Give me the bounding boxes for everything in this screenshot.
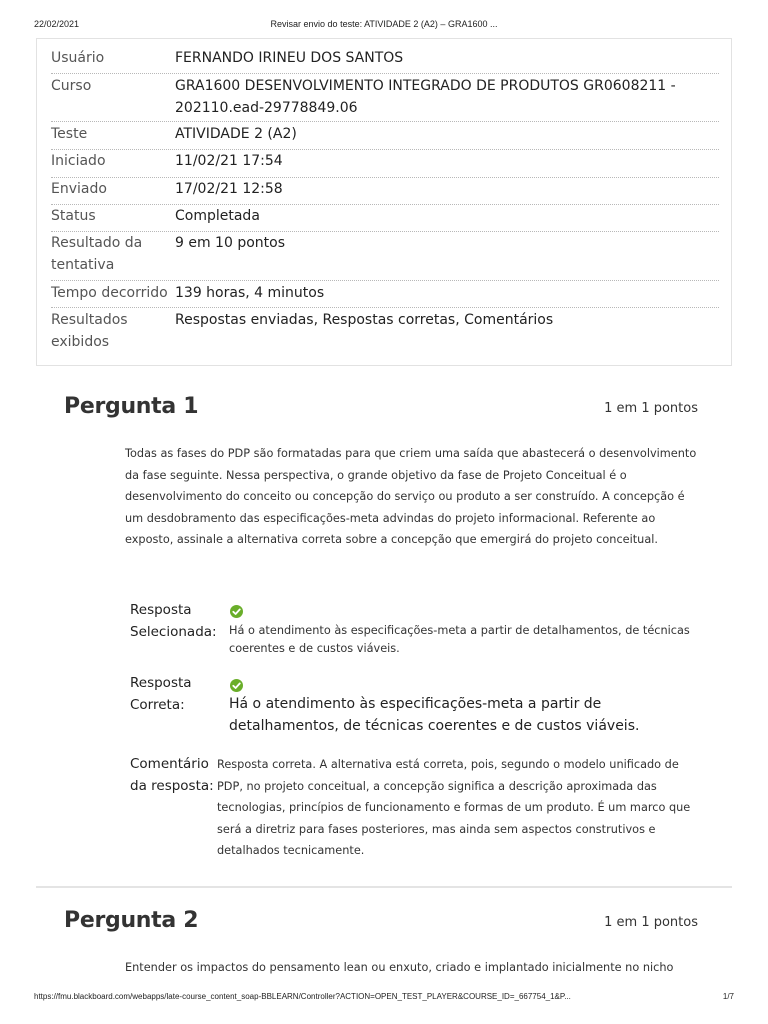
print-date: 22/02/2021 <box>34 19 80 29</box>
info-row-submitted <box>51 178 719 205</box>
info-label: Iniciado <box>51 153 106 169</box>
info-value: GRA1600 DESENVOLVIMENTO INTEGRADO DE PRODUTOS GR0608211 - 202110.ead-29778849.06 <box>175 78 676 116</box>
info-value: Respostas enviadas, Respostas corretas, Comentários <box>175 312 554 328</box>
info-label: Usuário <box>51 50 105 66</box>
selected-answer-label: Resposta Selecionada: <box>130 602 217 640</box>
info-value: Completada <box>175 208 260 224</box>
question-2-text: Entender os impactos do pensamento lean ou enxuto, criado e implantado inicialmente no nicho <box>125 961 674 974</box>
info-label: Resultados exibidos <box>51 312 128 350</box>
question-divider <box>36 886 732 888</box>
info-label: Enviado <box>51 181 107 197</box>
info-row-elapsed <box>51 282 719 308</box>
info-value: FERNANDO IRINEU DOS SANTOS <box>175 50 404 66</box>
print-url: https://fmu.blackboard.com/webapps/late-course_content_soap-BBLEARN/Controller?ACTION=OPEN_TEST_PLAYER&COURSE_ID=_667754_1&P... <box>34 992 571 1001</box>
selected-answer-text: Há o atendimento às especificações-meta a partir de detalhamentos, de técnicas coerentes e de custos viáveis. <box>229 624 690 655</box>
correct-answer-label: Resposta Correta: <box>130 675 192 713</box>
info-value: ATIVIDADE 2 (A2) <box>175 126 297 142</box>
answer-comment-label: Comentário da resposta: <box>130 756 214 794</box>
info-label: Status <box>51 208 96 224</box>
question-1-title: Pergunta 1 <box>64 394 199 419</box>
question-1-points: 1 em 1 pontos <box>604 401 698 416</box>
print-header <box>0 0 768 30</box>
info-row-course <box>51 75 719 122</box>
info-row-result <box>51 232 719 281</box>
info-row-results-shown <box>51 309 719 357</box>
info-label: Tempo decorrido <box>51 285 168 301</box>
info-row-test <box>51 123 719 150</box>
question-2-points: 1 em 1 pontos <box>604 915 698 930</box>
info-label: Resultado da tentativa <box>51 235 143 273</box>
correct-answer-text: Há o atendimento às especificações-meta a partir de detalhamentos, de técnicas coerentes e de custos viáveis. <box>229 696 640 734</box>
info-row-started <box>51 150 719 178</box>
info-value: 17/02/21 12:58 <box>175 181 283 197</box>
question-2-title: Pergunta 2 <box>64 908 199 933</box>
answer-comment-text: Resposta correta. A alternativa está correta, pois, segundo o modelo unificado de PDP, no projeto conceitual, a concepção significa a descrição aproximada das tecnologias, princípios de funcionamento e formas de um produto. É um marco que será a diretriz para fases posteriores, mas ainda sem aspectos construtivos e detalhados tecnicamente. <box>217 758 691 857</box>
info-label: Teste <box>51 126 88 142</box>
info-value: 139 horas, 4 minutos <box>175 285 325 301</box>
attempt-info-table <box>36 38 732 366</box>
print-title: Revisar envio do teste: ATIVIDADE 2 (A2) – GRA1600 ... <box>270 19 498 29</box>
info-row-user <box>51 47 719 74</box>
info-row-status <box>51 205 719 232</box>
info-value: 9 em 10 pontos <box>175 235 285 251</box>
check-circle-icon <box>230 605 243 618</box>
page-number: 1/7 <box>722 992 734 1001</box>
question-1-text: Todas as fases do PDP são formatadas para que criem uma saída que abastecerá o desenvolvimento da fase seguinte. Nessa perspectiva, o grande objetivo da fase de Projeto Conceitual é o desenvolvimento do conceito ou concepção do serviço ou produto a ser construído. A concepção é um desdobramento das especificações-meta advindas do projeto informacional. Referente ao exposto, assinale a alternativa correta sobre a concepção que emergirá do projeto conceitual. <box>125 447 697 546</box>
print-footer <box>0 992 768 1012</box>
info-label: Curso <box>51 78 92 94</box>
info-value: 11/02/21 17:54 <box>175 153 283 169</box>
check-circle-icon <box>230 679 243 692</box>
